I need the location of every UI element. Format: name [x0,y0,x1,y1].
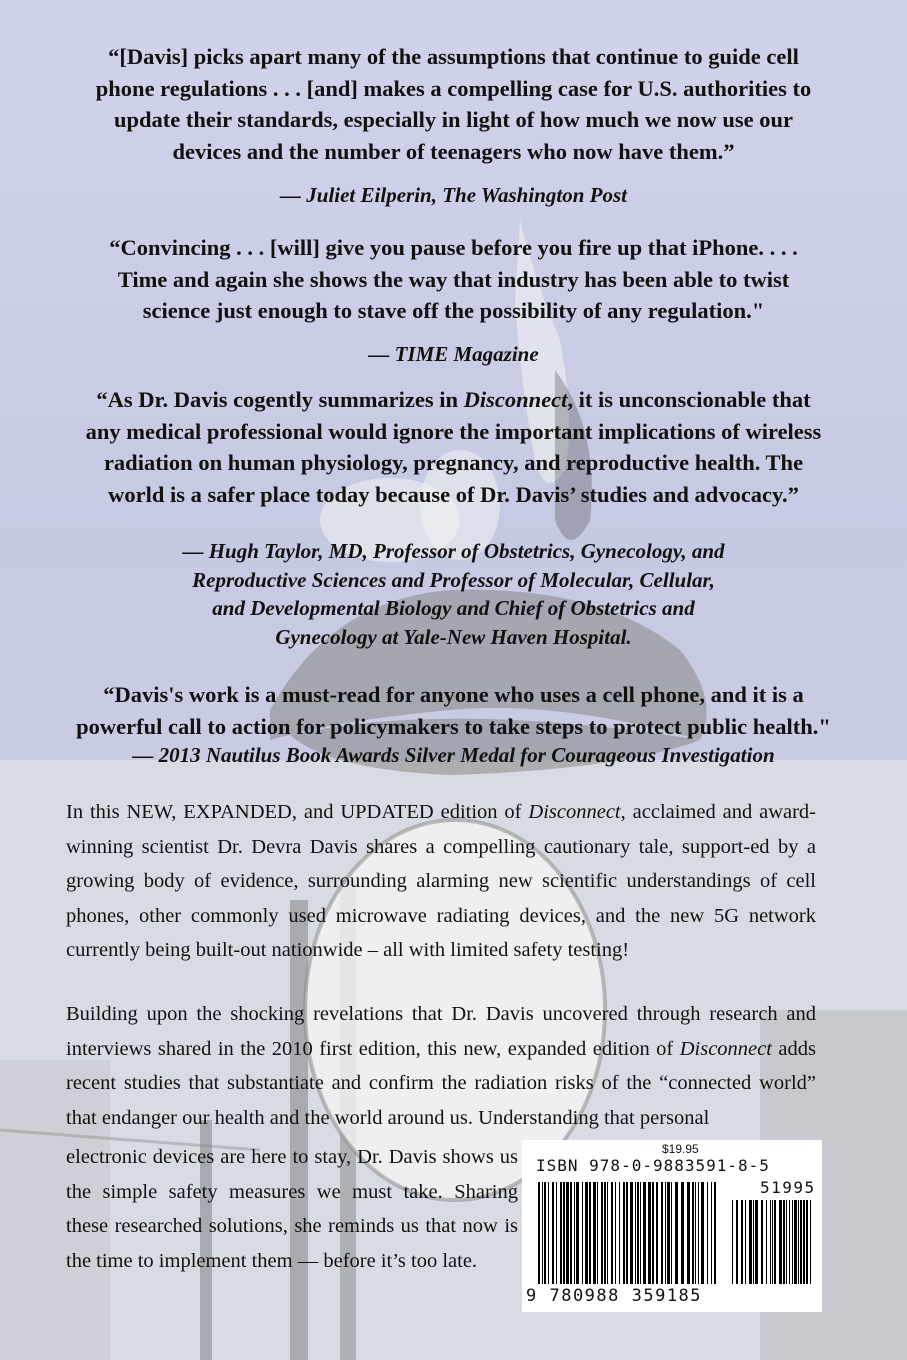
barcode-bar [560,1182,562,1284]
price-label: $19.95 [662,1142,699,1156]
attribution-washington-post: — Juliet Eilperin, The Washington Post [280,183,627,207]
barcode-bar [563,1182,565,1284]
addon-barcode-bar [800,1200,802,1284]
addon-barcode-bar [803,1200,805,1284]
barcode-bar [623,1182,625,1284]
addon-barcode-bar [789,1200,790,1284]
addon-barcode-bar [783,1200,785,1284]
barcode-bar [707,1182,708,1284]
quote-washington-post: “[Davis] picks apart many of the assumptions that continue to guide cell phone regulations . . . [and] makes a compelling case for U.S. authorities to update their standards, especially in light of how much we now use our devices and the number of teenagers who now have them.” [95,44,812,164]
addon-barcode-bar [786,1200,787,1284]
barcode-bar [714,1182,716,1284]
barcode-bar [626,1182,628,1284]
barcode-bar [637,1182,639,1284]
barcode-bar [681,1182,684,1284]
barcode-bar [538,1182,540,1284]
addon-barcode-bar [749,1200,752,1284]
addon-barcode-bar [745,1200,746,1284]
barcode-bar [566,1182,569,1284]
barcode-bar [556,1182,557,1284]
barcode-bar [574,1182,575,1284]
barcode-bar [698,1182,699,1284]
barcode-bar [695,1182,696,1284]
barcode-bar [548,1182,549,1284]
addon-barcode-bar [770,1200,771,1284]
barcode-bar [619,1182,620,1284]
barcode-bar [582,1182,583,1284]
barcode-bar [570,1182,572,1284]
quote-nautilus: “Davis's work is a must-read for anyone who uses a cell phone, and it is a powerful call to action for policymakers to take steps to protect public health." [76,682,831,739]
addon-barcode-bar [806,1200,808,1284]
addon-barcode-bar [755,1200,758,1284]
barcode-bar [675,1182,678,1284]
barcode-bar [635,1182,636,1284]
barcode-bar [542,1182,543,1284]
barcode-bar [652,1182,654,1284]
barcode-bar [585,1182,588,1284]
barcode-bar [665,1182,666,1284]
barcode-bar [630,1182,633,1284]
addon-barcode-bar [741,1200,743,1284]
barcode-bar [701,1182,704,1284]
barcode-bar [643,1182,646,1284]
quote-hugh-taylor: “As Dr. Davis cogently summarizes in Disconnect, it is unconscionable that any medical professional would ignore the important implications of wireless radiation on human physiology, pregnancy, and reproductive health. The world is a safer place today because of Dr. Davis’ studies and advocacy.” [85,387,822,507]
addon-barcode-bar [736,1200,738,1284]
barcode-bar [640,1182,641,1284]
barcode-bar [611,1182,613,1284]
addon-barcode-bar [798,1200,799,1284]
quote-time-magazine: “Convincing . . . [will] give you pause before you fire up that iPhone. . . . Time and again she shows the way that industry has been able to twist science just enough to stave off the possibility of any regulation." [109,235,798,323]
addon-barcode-bar [772,1200,773,1284]
barcode-bar [576,1182,579,1284]
barcode-bar [593,1182,596,1284]
attribution-nautilus: — 2013 Nautilus Book Awards Silver Medal for Courageous Investigation [132,743,775,767]
barcode-bar [615,1182,616,1284]
barcode-bar [656,1182,658,1284]
barcode-bar [692,1182,694,1284]
barcode-bar [589,1182,591,1284]
barcode-bar [604,1182,606,1284]
description-paragraph-2: Building upon the shocking revelations that Dr. Davis uncovered through research and interviews shared in the 2010 first edition, this new, expanded edition of Disconnect adds recent studies that substantiate and confirm the radiation risks of the “connected world” that endanger our health and the world around us. Understanding that personal [66,1003,816,1129]
addon-barcode-bar [766,1200,767,1284]
ean-digits: 9 780988 359185 [526,1286,703,1306]
addon-barcode-bar [779,1200,782,1284]
barcode-bar [552,1182,554,1284]
attribution-hugh-taylor: — Hugh Taylor, MD, Professor of Obstetrics, Gynecology, and Reproductive Sciences and Professor of Molecular, Cellular, and Developmental Biology and Chief of Obstetrics and Gynecology at Yale-New Haven Hospital. [182,539,725,649]
isbn-barcode-block [522,1140,822,1312]
addon-barcode-bar [810,1200,811,1284]
barcode-bar [544,1182,546,1284]
barcode-bar [667,1182,670,1284]
addon-barcode-bar [761,1200,763,1284]
addon-barcode-bar [792,1200,793,1284]
isbn-number: ISBN 978-0-9883591-8-5 [536,1156,770,1175]
barcode-bar [661,1182,663,1284]
addon-barcode-bar [732,1200,733,1284]
barcode-bar [711,1182,712,1284]
barcode-bar [671,1182,672,1284]
barcode-bar [648,1182,651,1284]
barcode-bar [607,1182,608,1284]
attribution-time-magazine: — TIME Magazine [368,342,539,366]
barcode-bar [601,1182,603,1284]
addon-barcode-bar [774,1200,776,1284]
price-addon-digits: 51995 [760,1178,816,1197]
description-paragraph-2-continued: electronic devices are here to stay, Dr. Davis shows us the simple safety measures we must take. Sharing these researched solutions, she reminds us that now is the time to implement them — before it’s too late. [66,1146,518,1272]
addon-barcode-bar [753,1200,754,1284]
barcode-bar [597,1182,598,1284]
addon-barcode-bar [794,1200,797,1284]
barcode-bar [687,1182,690,1284]
description-paragraph-1: In this NEW, EXPANDED, and UPDATED edition of Disconnect, acclaimed and award-winning scientist Dr. Devra Davis shares a compelling cautionary tale, support-ed by a growing body of evidence, surrounding alarming new scientific understandings of cell phones, other commonly used microwave radiating devices, and the new 5G network currently being built-out nationwide – all with limited safety testing! [66,801,817,961]
